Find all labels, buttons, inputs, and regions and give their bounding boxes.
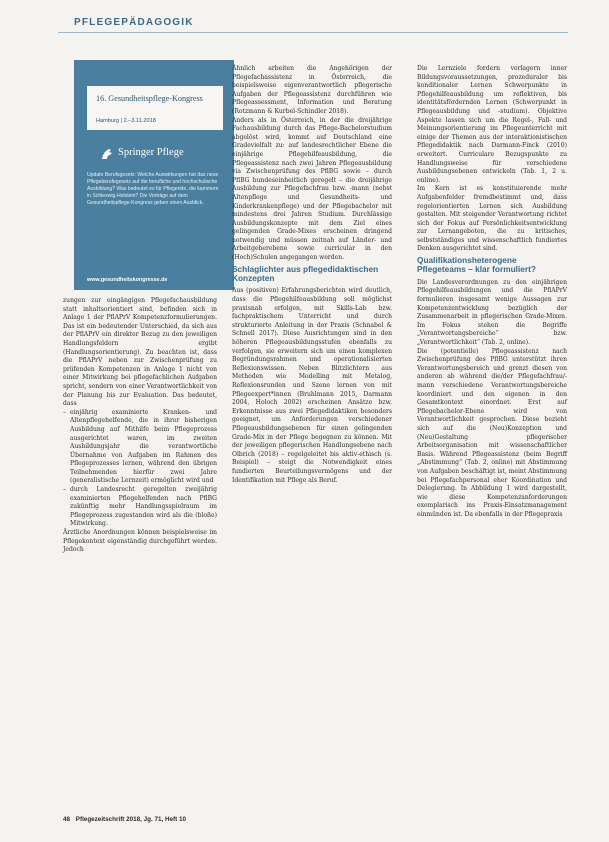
paragraph: Die Landesverordnungen zu den einjährigen Pflegehilfeausbildungen und die PflAPrV formulieren insgesamt wenige Aussagen zur Kompetenzentwicklung bezüglich der Zusammenarbeit in pflegerischen Grade-Mixen. Im Fokus stehen die Begriffe „Verantwortungsbereiche“ bzw. „Verantwortlichkeit“ (Tab. 2, online). bbox=[417, 278, 567, 347]
ad-date: Hamburg | 2.–3.11.2018 bbox=[96, 118, 156, 124]
list-item: – einjährig examinierte Kranken- und Altenpflegehelfende, die in ihrer bisherigen Ausbildung auf Mithilfe beim Pflegeprozess ausgerichtet waren, im zweiten Ausbildungsjahr die verantwortliche Übernahme von Aufgaben im Rahmen des Pflegeprozesses lernen, während den übrigen Teilnehmenden hierfür zwei Jahre (generalistische Lernzeit) ermöglicht wird und bbox=[70, 409, 217, 486]
advertisement bbox=[74, 60, 234, 290]
paragraph: Im Kern ist es konstituierende mehr Aufgabenfelder fremdbestimmt und, dass regelorientierten Lernen sich Ausbildung gestalten. Mit steigender Verantwortung richtet sich der Fokus auf Persönlichkeitsentwicklung zur Lernangeboten, die zu kritisches, selbstständiges und wissenschaftlich fundiertes Denken ausgerichtet sind. bbox=[417, 185, 567, 253]
ad-url[interactable]: www.gesundheitskongresse.de bbox=[87, 277, 168, 283]
ad-event-card bbox=[87, 86, 223, 130]
list-item: – durch Landesrecht geregelten zweijährig examinierten Pflegehelfenden nach PflBG zukünftig mehr Handlungsspielraum im Pflegeprozess zugestanden wird als die (bloße) Mitwirkung. bbox=[70, 486, 217, 529]
page-number: 48 bbox=[63, 816, 71, 823]
section-heading: Schlaglichter aus pflegedidaktischen Konzepten bbox=[232, 263, 379, 284]
springer-horse-icon bbox=[100, 147, 114, 161]
paragraph: Anders als in Österreich, in der die dreijährige Fachausbildung durch das Pflege-Bachelorstudium abgelöst wird, kommt auf Deutschland eine Gradevielfalt zu: auf landesrechtlicher Ebene die einjährige Pflegehilfeausbildung, die Pflegeassistenz nach zwei Jahren Pflegeausbildung via Zwischenprüfung des PflBG sowie – durch PflBG bundeseinheitlich geregelt – die dreijährige Ausbildung zur Pflegefachfrau bzw. -mann (nebst Altenpflege und Gesundheits- und Kinderkrankenpflege) und der Pflegebachelor mit mindestens drei Jahren Studium. Durchlässige Ausbildungskonzepte mit dem Ziel eines gelingenden Grade-Mixes erscheinen dringend notwendig und müssen zeitnah auf Länder- und Arbeitgeberebene sowie curricular in den (Hoch)Schulen angegangen werden. bbox=[232, 116, 392, 262]
column-left bbox=[63, 297, 217, 555]
journal-citation: Pflegezeitschrift 2018, Jg. 71, Heft 10 bbox=[75, 816, 187, 823]
paragraph: zungen zur eingängigen Pflegefachausbildung statt inhaltsorientiert sind, befinden sich in Anlage 1 der PflAPrV Kompetenzformulierungen. Das ist ein bedeutender Unterschied, da sich aus der PflAPrV ein direkter Bezug zu den jeweiligen Handlungsfeldern ergibt (Handlungsorientierung). Zu beachten ist, dass die PflAPrV neben zur Zwischenprüfung zu prüfenden Kompetenzen in Anlage 1 nicht von einer Mitwirkung bei pflegefachlichen Aufgaben spricht, sondern von einer Verantwortlichkeit von der Planung bis zur Evaluation. Das bedeutet, dass bbox=[63, 297, 217, 408]
paragraph: Die Lernziele fordern verlagern inner Bildungsvoraussetzungen, prozeduraler bis konditionaler Lernen Schwerpunkte in Pflegehilfeausbildung um reflektiven, bis identitätsfördernden Lernen (Schwerpunkt in Pflegeausbildung und -studium). Objektive Aspekte lassen sich um die Regel-, Fall- und Meinungsorientierung im Pflegeunterricht mit einige der Themen aus der interaktionistischen Pflegedidaktik nach Darmann-Finck (2010) erweitert. Curriculare Bezugspunkte zu Handlungsweise für verschiedene Ausbildungsebenen entwickeln (Tab. 1, 2 u. online). bbox=[417, 65, 567, 184]
section-heading: Qualifikationsheterogene Pflegeteams – klar formuliert? bbox=[417, 255, 536, 275]
paragraph: Ärztliche Anordnungen können beispielsweise im Pflegekontext eigenständig durchgeführt werden. Jedoch bbox=[63, 529, 217, 554]
logo-text: Springer Pflege bbox=[118, 147, 184, 158]
bullet-list bbox=[63, 409, 217, 529]
ad-body: Update Berufsgesetz: Welche Auswirkungen hat das neue Pflegeberufegesetz auf die berufliche und hochschulische Ausbildung? Was bedeutet es für Pflegende, die kammern in Schleswig-Holstein? Die Vorträge auf dem Gesundheitspflege-Kongress geben einen Ausblick. bbox=[87, 172, 219, 206]
page-footer bbox=[63, 816, 190, 823]
paragraph: Ähnlich arbeiten die Angehörigen der Pflegefachassistenz in Österreich, die beispielsweise eigenverantwortlich pflegerische Aufgaben der Pflegeassistenz durchführen wie Pflegeassessment, Information und Beratung (Rotzmann & Kurbel-Schindler 2018). bbox=[232, 65, 392, 115]
column-middle bbox=[232, 65, 392, 485]
paragraph: Aus (positiven) Erfahrungsberichten wird deutlich, dass die Pflegehilfeausbildung soll möglichst praxisnah erfolgen, mit Skills-Lab bzw. fachpraktischem Unterricht und durch strukturierte Anleitung in der Praxis (Schnabel & Schnell 2017). Diese Ausrichtungen sind in den höheren Pflegeausbildungsstufen ebenfalls zu verfolgen, sie erweitern sich um einen komplexen Begründungsrahmen und operationalisierten Reflexionswissen. Neben Blitzlichtern aus Methoden wie Modelling mit Metalog, Reflexionsrunden und Szene lernen von mit Pflegeexpert*innen (Bruhlmann 2015, Darmann 2004, Holoch 2002) erscheinen Ansätze bzw. Erkenntnisse aus zwei Pflegedidaktiken besonders geeignet, um Anforderungen verschiedener Pflegeausbildungsebenen für einen gelingenden Grade-Mix in der Pflege begegnen zu können. Mit der jeweiligen pflegerischen Handlungsebene nach Olbrich (2018) – regelgeleitet bis aktiv-ethisch (s. Beispiel) – steigt die Notwendigkeit eines fundierten Beurteilungsvermögens und der Identifikation mit Pflege als Beruf. bbox=[232, 287, 392, 484]
section-title: PFLEGEPÄDAGOGIK bbox=[74, 17, 194, 28]
paragraph: Die (potentielle) Pflegeassistenz nach Zwischenprüfung des PflBG unterstützt ihren Verantwortungsbereich und grenzt diesen von anderen ab während die/der Pflegefachfrau/-mann verschiedene Verantwortungsbereiche koordiniert und den eigenen in den Gesamtkontext einordnet. Erst auf Pflegebachelor-Ebene wird von Verantwortlichkeit gesprochen. Diese bezieht sich auf die (Neu)Konzeption und (Neu)Gestaltung pflegerischer Arbeitsorganisation mit wissenschaftlicher Basis. Während Pflegeassistenz (beim Begriff „Abstimmung“ (Tab. 2, online) mit Abstimmung von Aufgaben beschäftigt ist, meint Abstimmung bei Pflegefachpersonal eher Koordination und Delegierung. In Abbildung 1 wird dargestellt, wie diese Kompetenzanforderungen exemplarisch ins Praxis-Einsatzmanagement einmünden ist. Da ebenfalls in der Pflegepraxis bbox=[417, 347, 568, 518]
column-right bbox=[417, 65, 567, 520]
ad-title: 16. Gesundheitspflege-Kongress bbox=[96, 94, 203, 103]
